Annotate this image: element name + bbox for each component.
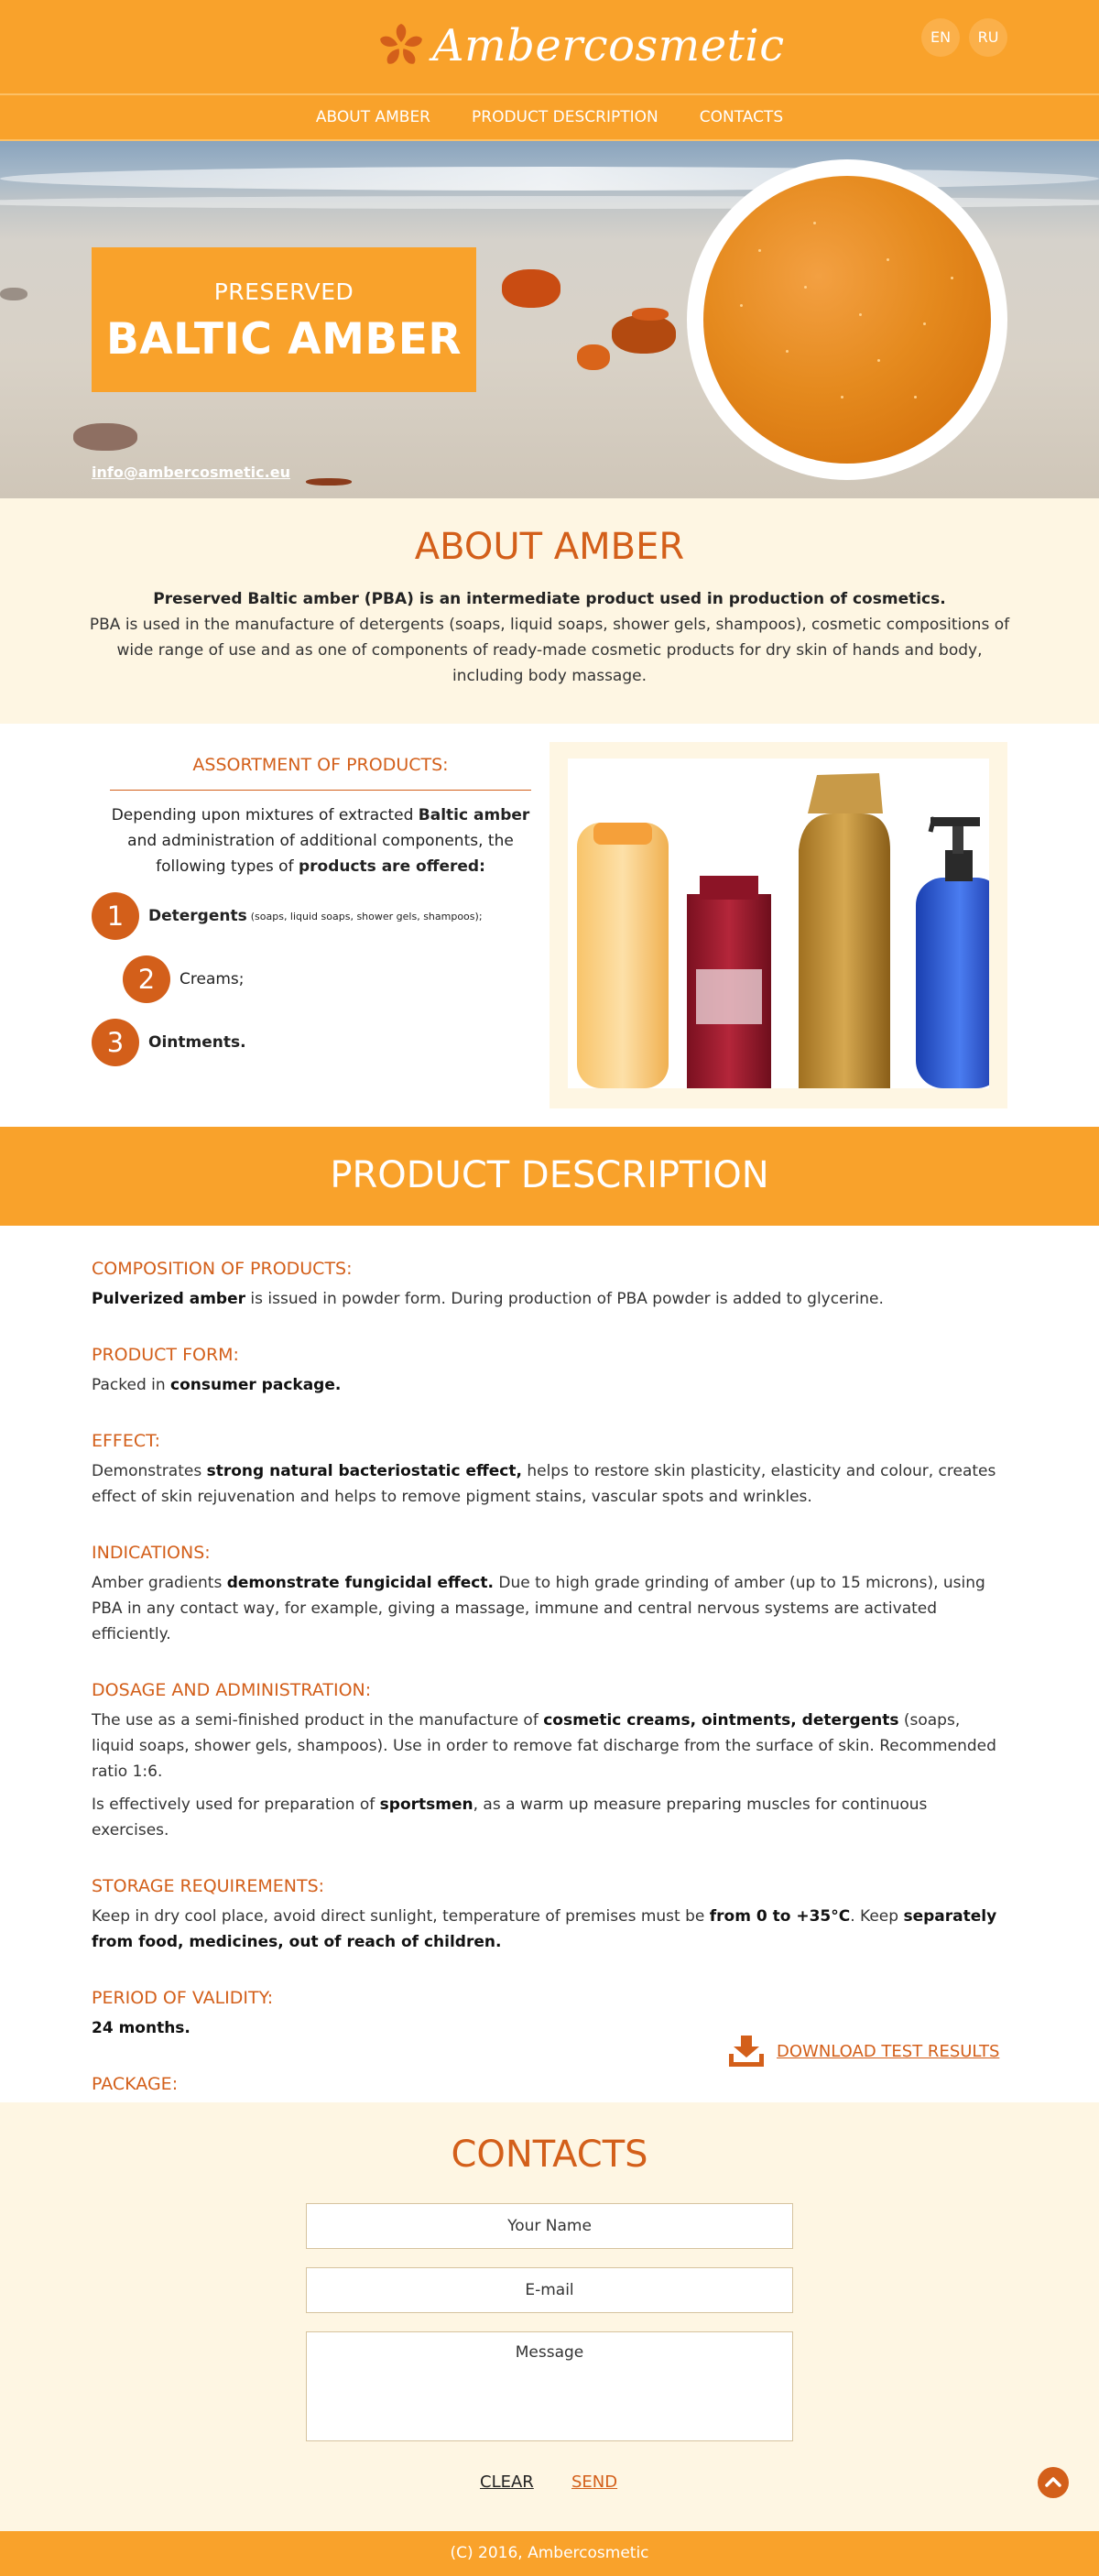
dosage-heading: DOSAGE AND ADMINISTRATION:	[92, 1680, 372, 1700]
product-description-band	[0, 1127, 1099, 1226]
bold-text: demonstrate fungicidal effect.	[226, 1574, 494, 1592]
contacts-section	[0, 2102, 1099, 2531]
list-label: Detergents	[148, 907, 247, 925]
storage-heading: STORAGE REQUIREMENTS:	[92, 1876, 325, 1896]
pebble	[306, 478, 352, 486]
hero-email-link[interactable]: info@ambercosmetic.eu	[92, 464, 290, 481]
text: Demonstrates	[92, 1462, 207, 1480]
nav-product-description[interactable]: PRODUCT DESCRIPTION	[472, 108, 658, 126]
amber-powder-texture	[703, 176, 991, 464]
text: Keep in dry cool place, avoid direct sunlight, temperature of premises must be	[92, 1907, 710, 1926]
effect-heading: EFFECT:	[92, 1431, 161, 1451]
assortment-section	[0, 724, 1099, 1127]
message-textarea[interactable]	[306, 2331, 793, 2441]
text: helps to restore skin plasticity, elasticity and colour, creates effect of skin rejuvenation and helps to remove pigment stains, vascular spots and wrinkles.	[92, 1462, 996, 1506]
about-title: ABOUT AMBER	[414, 526, 685, 568]
bold-text: cosmetic creams, ointments, detergents	[543, 1711, 899, 1730]
list-note: (soaps, liquid soaps, shower gels, shampoos);	[250, 910, 483, 922]
clear-button[interactable]: CLEAR	[480, 2472, 534, 2492]
site-header	[0, 0, 1099, 93]
indications-text	[92, 1570, 1007, 1647]
form-heading: PRODUCT FORM:	[92, 1345, 239, 1365]
intro-text: and administration of additional components, the following types of	[127, 832, 514, 876]
text: . Keep	[850, 1907, 904, 1926]
bold-text: strong natural bacteriostatic effect,	[206, 1462, 522, 1480]
amber-stone	[577, 344, 610, 370]
hero-title-box	[92, 247, 476, 392]
bold-text: separately from food, medicines, out of reach of children.	[92, 1907, 997, 1951]
text: , as a warm up measure preparing muscles for continuous exercises.	[92, 1796, 928, 1839]
list-number: 2	[123, 955, 170, 1003]
amber-stone	[502, 269, 560, 308]
indications-heading: INDICATIONS:	[92, 1543, 211, 1563]
text: (soaps, liquid soaps, shower gels, shampoos). Use in order to remove fat discharge from the surface of skin. Recommended ratio 1:6.	[92, 1711, 996, 1781]
amber-powder-image	[687, 159, 1007, 480]
intro-bold: Baltic amber	[418, 806, 530, 824]
package-heading: PACKAGE:	[92, 2074, 179, 2094]
list-number: 3	[92, 1019, 139, 1066]
validity-heading: PERIOD OF VALIDITY:	[92, 1988, 274, 2008]
contacts-title: CONTACTS	[451, 2134, 648, 2176]
main-nav	[0, 93, 1099, 141]
scroll-to-top-button[interactable]	[1038, 2467, 1069, 2498]
divider	[110, 790, 531, 791]
bold-text: 24 months.	[92, 2019, 190, 2037]
name-input[interactable]	[306, 2203, 793, 2249]
hero-pre-title: PRESERVED	[213, 278, 354, 305]
effect-text	[92, 1458, 1007, 1510]
form-text	[92, 1372, 1007, 1398]
storage-text	[92, 1904, 1007, 1955]
text: Is effectively used for preparation of	[92, 1796, 380, 1814]
list-item	[92, 892, 483, 940]
composition-heading: COMPOSITION OF PRODUCTS:	[92, 1259, 353, 1279]
text: The use as a semi-finished product in the manufacture of	[92, 1711, 544, 1730]
dosage-text	[92, 1708, 1007, 1785]
site-footer: (C) 2016, Ambercosmetic	[0, 2531, 1099, 2576]
send-button[interactable]: SEND	[571, 2472, 618, 2492]
list-label: Creams;	[180, 970, 245, 988]
download-label: DOWNLOAD TEST RESULTS	[777, 2041, 1000, 2061]
nav-contacts[interactable]: CONTACTS	[699, 108, 784, 126]
text: Packed in	[92, 1376, 171, 1394]
composition-text	[92, 1286, 1007, 1312]
bold-text: sportsmen	[379, 1796, 473, 1814]
site-logo[interactable]	[377, 18, 785, 73]
assortment-intro	[110, 802, 531, 879]
download-icon	[729, 2036, 764, 2067]
chevron-up-icon	[1038, 2467, 1069, 2498]
bold-text: from 0 to +35°C	[709, 1907, 851, 1926]
language-ru-button[interactable]: RU	[969, 18, 1007, 57]
pebble	[73, 423, 137, 451]
list-label: Ointments.	[148, 1033, 246, 1052]
amber-stone	[612, 315, 676, 354]
intro-text: Depending upon mixtures of extracted	[111, 806, 419, 824]
dosage-text-2	[92, 1792, 1007, 1843]
about-section	[0, 498, 1099, 724]
email-input[interactable]	[306, 2267, 793, 2313]
products-photo-frame	[550, 742, 1007, 1108]
about-lead: Preserved Baltic amber (PBA) is an intermediate product used in production of cosmetics.	[153, 590, 946, 608]
logo-text: Ambercosmetic	[432, 20, 785, 71]
list-item	[92, 1019, 246, 1066]
product-description-content	[92, 1226, 1007, 2127]
hero-title: BALTIC AMBER	[105, 314, 462, 365]
amber-stone	[632, 308, 669, 321]
products-photo	[568, 759, 989, 1088]
bold-text: consumer package.	[170, 1376, 342, 1394]
nav-about-amber[interactable]: ABOUT AMBER	[315, 108, 430, 126]
download-test-results-link[interactable]	[729, 2036, 999, 2067]
product-description-title: PRODUCT DESCRIPTION	[330, 1154, 769, 1196]
language-en-button[interactable]: EN	[921, 18, 960, 57]
about-text: PBA is used in the manufacture of detergents (soaps, liquid soaps, shower gels, shampoos), cosmetic compositions of wide range of use and as one of components of ready-made cosmetic products for dry skin of hands and body, including body massage.	[89, 616, 1010, 685]
intro-bold: products are offered:	[298, 857, 485, 876]
bold-text: Pulverized amber	[92, 1290, 245, 1308]
text: Due to high grade grinding of amber (up to 15 microns), using PBA in any contact way, for example, giving a massage, immune and central nervous systems are activated efficiently.	[92, 1574, 985, 1643]
text: Amber gradients	[92, 1574, 227, 1592]
pebble	[0, 288, 27, 300]
flower-logo-icon	[377, 22, 425, 70]
assortment-title: ASSORTMENT OF PRODUCTS:	[192, 755, 449, 775]
hero-banner	[0, 141, 1099, 498]
cosmetic-bottles-icon	[568, 759, 989, 1088]
text: is issued in powder form. During production of PBA powder is added to glycerine.	[245, 1290, 884, 1308]
list-number: 1	[92, 892, 139, 940]
list-item	[123, 955, 245, 1003]
